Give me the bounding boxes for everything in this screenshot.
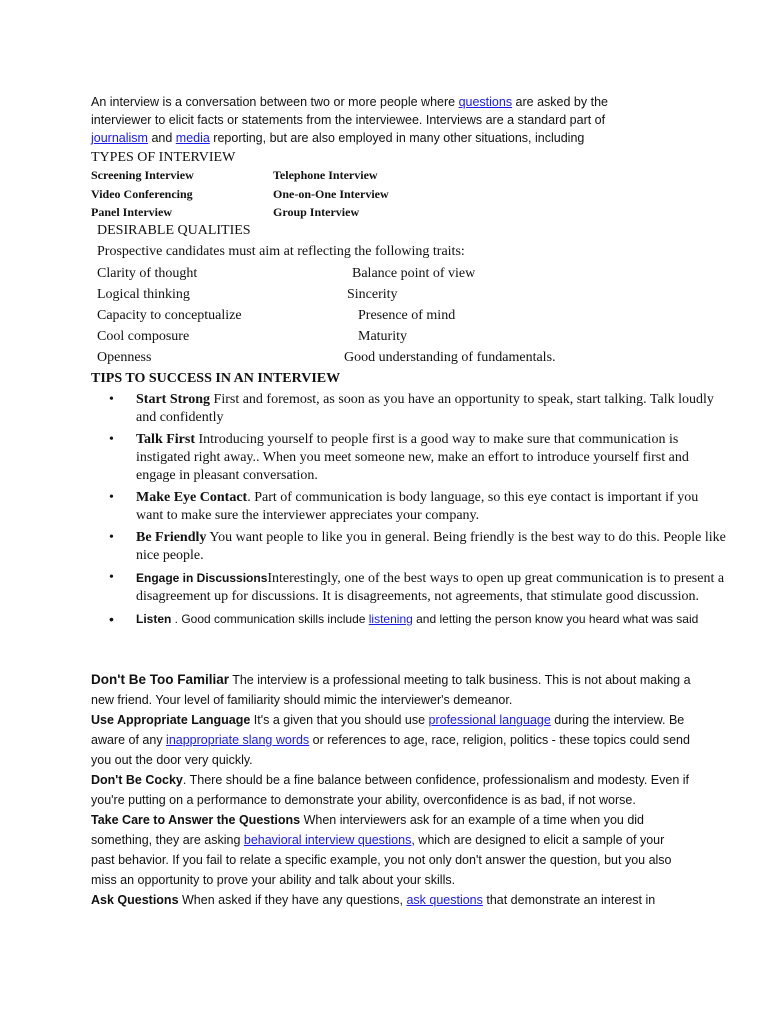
professional-language-link[interactable]: professional language [428, 713, 551, 727]
section-head: Use Appropriate Language [91, 713, 251, 727]
section-text: . There should be a fine balance between confidence, professionalism and modesty. Even if you're putting on a performance to demonstrate your ability, overconfidence is as bad, if not worse. [91, 773, 689, 807]
section-language [91, 710, 691, 770]
types-heading: TYPES OF INTERVIEW [91, 150, 236, 165]
section-text: , which are designed to elicit a sample of your past behavior. If you fail to relate a specific example, you not only don't answer the question, but you also miss an opportunity to prove your ability and talk about your skills. [91, 833, 672, 887]
intro-paragraph [91, 93, 651, 147]
section-care [91, 810, 691, 890]
type-telephone: Telephone Interview [273, 168, 378, 182]
tip-text: and letting the person know you heard what was said [412, 612, 699, 626]
tips-heading: TIPS TO SUCCESS IN AN INTERVIEW [91, 371, 341, 386]
tip-text: You want people to like you in general. Being friendly is the best way to do this. People like nice people. [136, 530, 726, 563]
section-text: The interview is a professional meeting to talk business. This is not about making a new friend. Your level of familiarity should mimic the interviewer's demeanor. [91, 673, 691, 707]
slang-words-link[interactable]: inappropriate slang words [166, 733, 310, 747]
intro-text: An interview is a conversation between two or more people where [91, 95, 459, 109]
section-text: or references to age, race, religion, politics - these topics could send you out the door very quickly. [91, 733, 690, 767]
tip-text: . Part of communication is body language, so this eye contact is important if you want to make sure the interviewer appreciates your company. [136, 490, 699, 523]
intro-text: are asked by the interviewer to elicit facts or statements from the interviewee. Interviews are a standard part of [91, 95, 608, 127]
qualities-intro: Prospective candidates must aim at reflecting the following traits: [97, 244, 465, 259]
tip-item [136, 569, 728, 606]
tip-text: Interestingly, one of the best ways to open up great communication is to present a disagreement up for discussions. It is disagreements, not agreements, that stimulate good discussion. [136, 571, 725, 604]
tip-head: Listen [136, 612, 172, 626]
tip-item [136, 431, 728, 485]
trait-left: Clarity of thought [97, 266, 198, 281]
section-cocky [91, 770, 691, 810]
behavioral-questions-link[interactable]: behavioral interview questions [243, 833, 412, 847]
section-text: that demonstrate an interest in [482, 893, 656, 907]
tip-item [136, 529, 728, 565]
trait-left: Capacity to conceptualize [97, 308, 242, 323]
tip-item [136, 489, 728, 525]
type-group: Group Interview [273, 205, 360, 219]
tip-item [136, 391, 728, 427]
tip-head: Engage in Discussions [136, 571, 268, 585]
trait-left: Openness [97, 350, 152, 365]
section-head: Ask Questions [91, 893, 179, 907]
intro-text: reporting, but are also employed in many other situations, including [209, 131, 585, 145]
trait-left: Cool composure [97, 329, 190, 344]
tip-item [136, 610, 728, 628]
ask-questions-link[interactable]: ask questions [406, 893, 483, 907]
trait-left: Logical thinking [97, 287, 190, 302]
trait-right: Good understanding of fundamentals. [344, 350, 556, 365]
tips-list [91, 391, 728, 632]
section-ask [91, 890, 691, 910]
questions-link[interactable]: questions [458, 95, 513, 109]
tip-text: First and foremost, as soon as you have an opportunity to speak, start talking. Talk loudly and confidently [136, 392, 714, 425]
tip-text: . Good communication skills include [171, 612, 369, 626]
section-head: Take Care to Answer the Questions [91, 813, 301, 827]
type-video: Video Conferencing [91, 187, 193, 201]
media-link[interactable]: media [175, 131, 210, 145]
qualities-heading: DESIRABLE QUALITIES [97, 223, 251, 238]
intro-text: and [147, 131, 176, 145]
section-head: Don't Be Too Familiar [91, 672, 229, 687]
trait-right: Presence of mind [358, 308, 456, 323]
section-head: Don't Be Cocky [91, 773, 183, 787]
tip-head: Talk First [136, 432, 195, 447]
trait-right: Sincerity [347, 287, 398, 302]
type-one-on-one: One-on-One Interview [273, 187, 389, 201]
type-panel: Panel Interview [91, 205, 172, 219]
tip-head: Start Strong [136, 392, 211, 407]
section-text: It's a given that you should use [250, 713, 429, 727]
section-text: during the interview. Be aware of any [91, 713, 685, 747]
tip-head: Be Friendly [136, 530, 207, 545]
type-screening: Screening Interview [91, 168, 194, 182]
section-text: When asked if they have any questions, [178, 893, 407, 907]
tip-head: Make Eye Contact [136, 490, 248, 505]
section-familiar [91, 670, 691, 710]
listening-link[interactable]: listening [368, 612, 413, 626]
trait-right: Maturity [358, 329, 407, 344]
section-text: When interviewers ask for an example of a time when you did something, they are asking [91, 813, 645, 847]
tip-text: Introducing yourself to people first is a good way to make sure that communication is instigated right away.. When you meet someone new, make an effort to introduce yourself first and engage in pleasant conversation. [136, 432, 689, 483]
trait-right: Balance point of view [352, 266, 476, 281]
journalism-link[interactable]: journalism [91, 131, 148, 145]
